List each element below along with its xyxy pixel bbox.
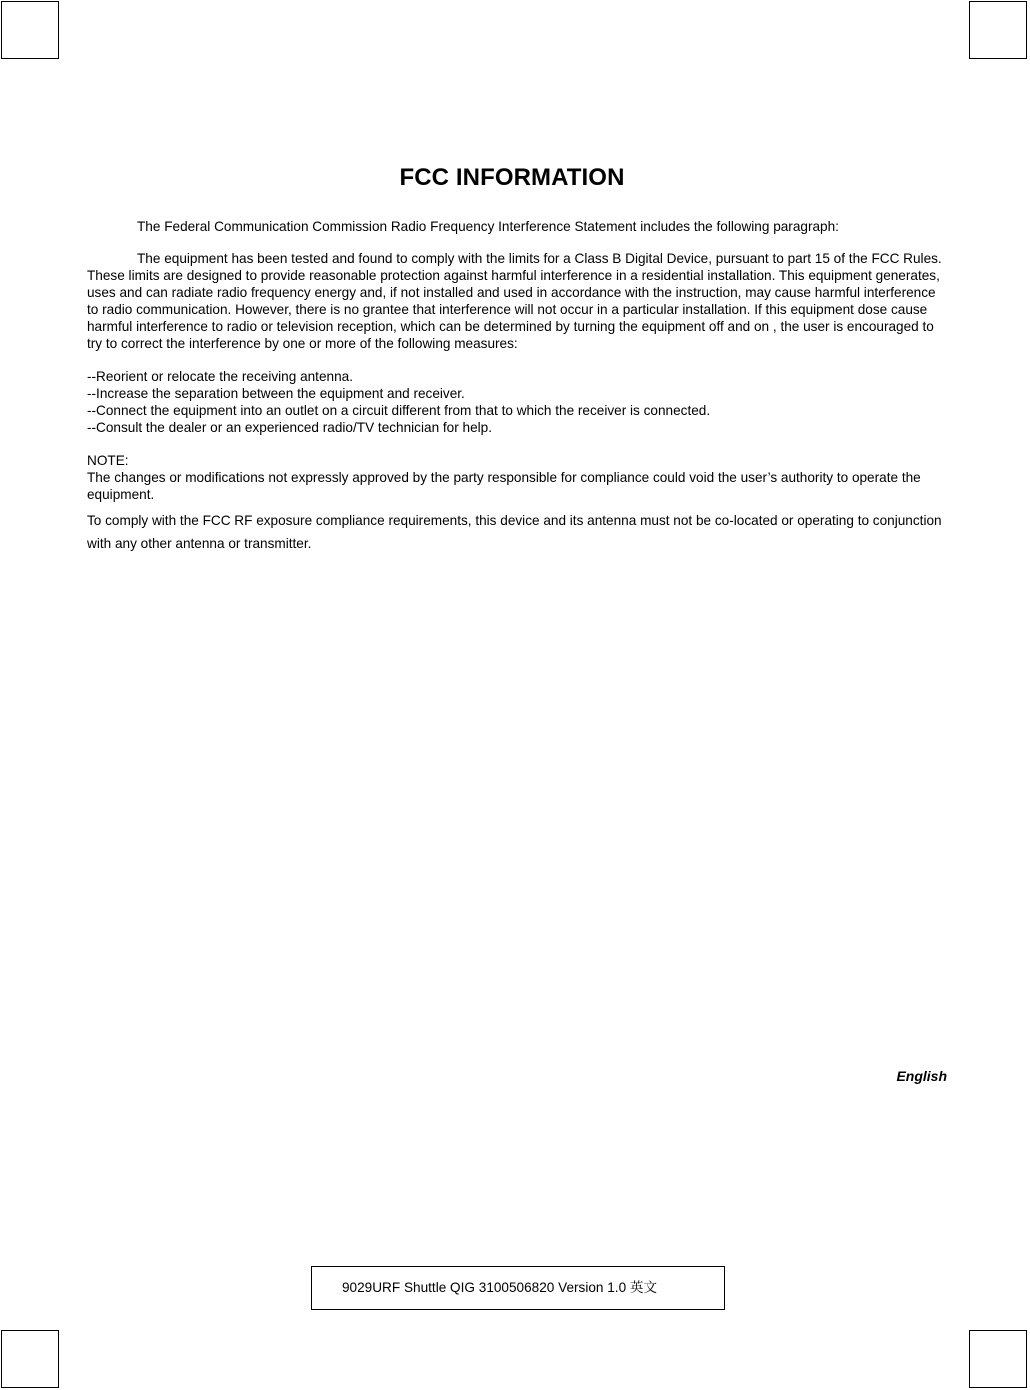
crop-mark-top-right bbox=[969, 1, 1027, 59]
crop-mark-bottom-right bbox=[969, 1330, 1027, 1388]
crop-mark-bottom-left bbox=[1, 1330, 59, 1388]
footer-box bbox=[311, 1266, 725, 1310]
note-text: The changes or modifications not expressly approved by the party responsible for compliance could void the user’s authority to operate the equipment. bbox=[87, 470, 921, 502]
page-title: FCC INFORMATION bbox=[399, 164, 625, 191]
measure-item: --Consult the dealer or an experienced radio/TV technician for help. bbox=[87, 419, 493, 435]
measures-list bbox=[87, 369, 947, 437]
footer-text: 9029URF Shuttle QIG 3100506820 Version 1.0 英文 bbox=[342, 1280, 658, 1295]
language-label: English bbox=[896, 1068, 947, 1084]
note-label: NOTE: bbox=[87, 453, 129, 468]
crop-mark-top-left bbox=[1, 1, 59, 59]
measure-item: --Reorient or relocate the receiving antenna. bbox=[87, 369, 353, 384]
measure-item: --Increase the separation between the equipment and receiver. bbox=[87, 385, 465, 401]
measure-item: --Connect the equipment into an outlet on a circuit different from that to which the receiver is connected. bbox=[87, 402, 711, 418]
compliance-statement: The equipment has been tested and found to comply with the limits for a Class B Digital Device, pursuant to part 15 of the FCC Rules. These limits are designed to provide reasonable protection against harmful interference in a residential installation. This equipment generates, uses and can radiate radio frequency energy and, if not installed and used in accordance with the instruction, may cause harmful interference to radio communication. However, there is no grantee that interference will not occur in a particular installation. If this equipment dose cause harmful interference to radio or television reception, which can be determined by turning the equipment off and on , the user is encouraged to try to correct the interference by one or more of the following measures: bbox=[87, 251, 942, 351]
intro-paragraph: The Federal Communication Commission Radio Frequency Interference Statement includes the following paragraph: bbox=[137, 219, 839, 234]
rf-exposure-statement: To comply with the FCC RF exposure compliance requirements, this device and its antenna must not be co-located or operating to conjunction with any other antenna or transmitter. bbox=[87, 513, 942, 551]
